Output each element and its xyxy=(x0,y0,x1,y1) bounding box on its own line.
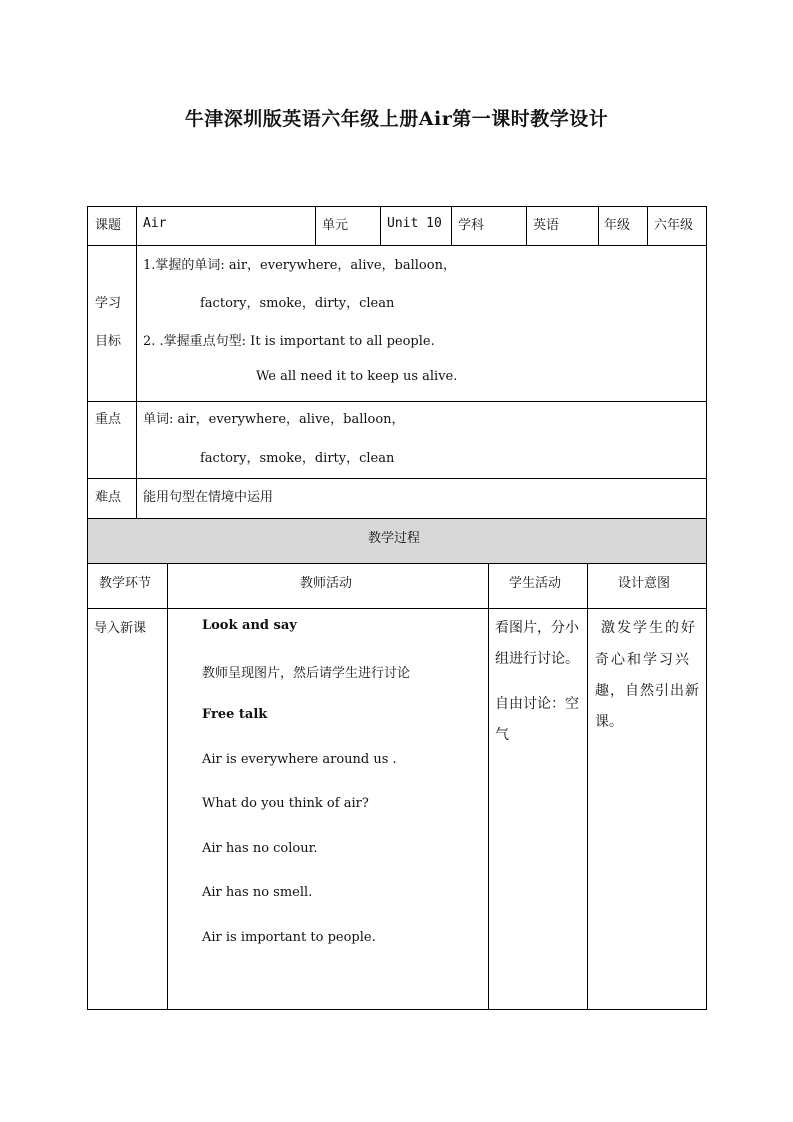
key-points-line: 单词: air，everywhere，alive，balloon， xyxy=(143,412,405,427)
row-divider xyxy=(87,245,707,246)
teacher-line: Air has no smell. xyxy=(202,885,313,900)
student-line: 气 xyxy=(495,727,509,743)
column-header-stage: 教学环节 xyxy=(99,576,152,591)
intent-line: 课。 xyxy=(595,714,623,730)
objectives-label-line1: 学习 xyxy=(95,296,122,311)
column-header-intent: 设计意图 xyxy=(618,576,671,591)
unit-label: 单元 xyxy=(322,218,349,233)
stage-cell: 导入新课 xyxy=(94,621,147,636)
teacher-line: What do you think of air? xyxy=(202,796,369,811)
key-points-line: factory，smoke，dirty，clean xyxy=(200,451,395,466)
objectives-line: factory，smoke，dirty，clean xyxy=(200,296,395,311)
teacher-line: Air has no colour. xyxy=(202,841,318,856)
row-divider xyxy=(87,401,707,402)
process-header: 教学过程 xyxy=(368,531,421,546)
student-line: 组进行讨论。 xyxy=(495,651,579,667)
row-divider xyxy=(87,563,707,564)
teacher-line: Look and say xyxy=(202,618,297,633)
col-divider xyxy=(315,206,316,246)
col-divider xyxy=(598,206,599,246)
objectives-line: 2. .掌握重点句型: It is important to all people. xyxy=(143,334,435,349)
topic-label: 课题 xyxy=(95,218,122,233)
document-title: 牛津深圳版英语六年级上册Air第一课时教学设计 xyxy=(184,108,609,130)
row-divider xyxy=(87,518,707,519)
intent-line: 激发学生的好 xyxy=(601,620,697,636)
grade-label: 年级 xyxy=(604,218,631,233)
grade-value: 六年级 xyxy=(654,218,694,233)
teacher-line: Air is important to people. xyxy=(202,930,376,945)
subject-label: 学科 xyxy=(458,218,485,233)
student-line: 自由讨论：空 xyxy=(495,696,579,712)
col-divider xyxy=(136,206,137,519)
col-divider xyxy=(167,563,168,1010)
col-divider xyxy=(488,563,489,1010)
teacher-line: Free talk xyxy=(202,707,268,722)
row-divider xyxy=(87,478,707,479)
key-points-label: 重点 xyxy=(95,412,122,427)
col-divider xyxy=(587,563,588,1010)
col-divider xyxy=(526,206,527,246)
teacher-line: Air is everywhere around us . xyxy=(202,752,397,767)
unit-value: Unit 10 xyxy=(387,216,442,231)
col-divider xyxy=(647,206,648,246)
teacher-line: 教师呈现图片，然后请学生进行讨论 xyxy=(202,666,411,681)
row-divider xyxy=(87,608,707,609)
col-divider xyxy=(451,206,452,246)
objectives-line: We all need it to keep us alive. xyxy=(256,369,458,384)
student-line: 看图片，分小 xyxy=(495,620,579,636)
difficulty-value: 能用句型在情境中运用 xyxy=(143,490,274,505)
column-header-teacher: 教师活动 xyxy=(300,576,353,591)
subject-value: 英语 xyxy=(533,218,560,233)
col-divider xyxy=(380,206,381,246)
intent-line: 奇心和学习兴 xyxy=(595,652,691,668)
table-border-top xyxy=(87,206,707,207)
difficulty-label: 难点 xyxy=(95,490,122,505)
objectives-line: 1.掌握的单词: air，everywhere，alive，balloon， xyxy=(143,258,456,273)
objectives-label-line2: 目标 xyxy=(95,334,122,349)
topic-value: Air xyxy=(143,216,167,231)
table-border-bottom xyxy=(87,1009,707,1010)
table-border-left xyxy=(87,206,88,1010)
intent-line: 趣，自然引出新 xyxy=(595,683,700,699)
column-header-student: 学生活动 xyxy=(509,576,562,591)
table-border-right xyxy=(706,206,707,1010)
